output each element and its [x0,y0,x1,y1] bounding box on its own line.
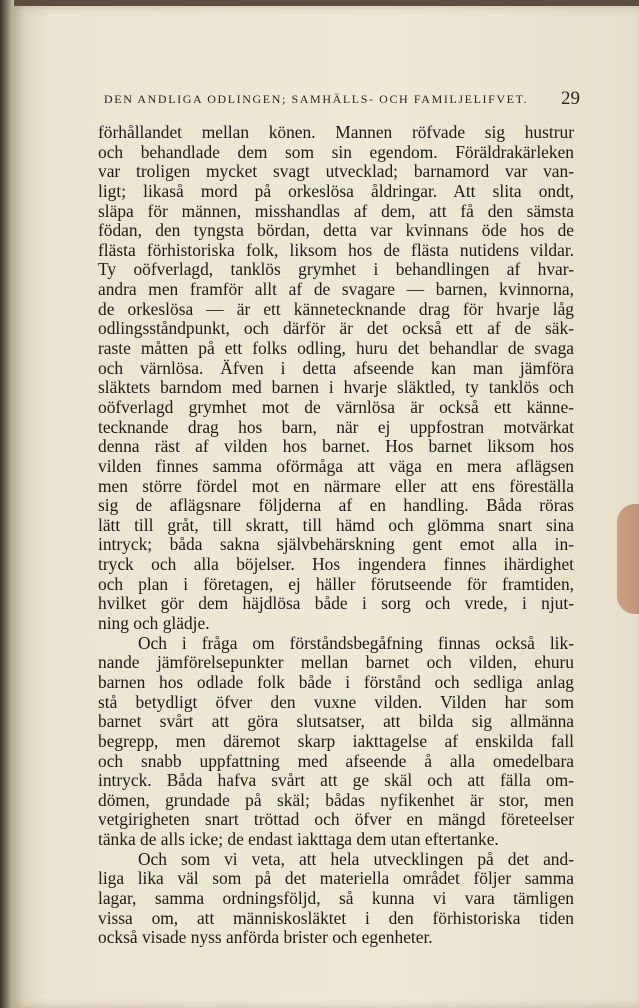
text-line: liga lika väl som på det materiella området följer samma [98,868,574,889]
text-line: intryck. Båda hafva svårt att ge skäl och att fälla om- [98,770,574,791]
reader-thumb [617,504,639,614]
text-line: förhållandet mellan könen. Mannen röfvade sig hustrur [98,122,574,142]
running-head: DEN ANDLIGA ODLINGEN; SAMHÄLLS- OCH FAMILJELIFVET. [104,92,529,106]
text-line: flästa förhistoriska folk, liksom hos de flästa nutidens vildar. [98,239,574,260]
text-line: tecknande drag hos barn, när ej uppfostran motvärkat [98,416,574,437]
text-line: oöfverlagd grymhet mot de värnlösa är också ett känne- [98,396,574,417]
text-line: barnen hos odlade folk både i förstånd och sedliga anlag [98,671,574,692]
text-line: begrepp, men däremot skarp iakttagelse af enskilda fall [98,730,574,751]
text-line: sig de aflägsnare följderna af en handling. Båda röras [98,495,574,516]
text-line: vilden finnes samma oförmåga att väga en mera aflägsen [98,455,574,476]
text-line: Ty oöfverlagd, tanklös grymhet i behandlingen af hvar- [98,259,574,280]
text-line: men större fördel mot en närmare eller att ens föreställa [98,475,574,496]
text-line: odlingsståndpunkt, och därför är det också ett af de säk- [98,318,574,339]
text-line: stå betydligt öfver den vuxne vilden. Vilden har som [98,691,574,712]
text-line: Och i fråga om förståndsbegåfning finnas också lik- [138,632,574,653]
text-line: lätt till gråt, till skratt, till hämd och glömma snart sina [98,514,574,535]
text-line: lagar, samma ordningsföljd, så kunna vi vara tämligen [98,887,574,908]
text-line: släpa för männen, misshandlas af dem, att få den sämsta [98,200,574,221]
text-line: tänka de alls icke; de endast iakttaga dem utan eftertanke. [98,829,499,850]
page-header [104,90,580,112]
text-line: och snabb uppfattning med afseende å alla omedelbara [98,750,574,771]
body-text [98,123,574,948]
text-line: barnet svårt att göra slutsatser, att bilda sig allmänna [98,711,574,732]
text-line: vetgirigheten snart tröttad och öfver en mängd företeelser [98,809,574,830]
text-line: andra men framför allt af de svagare — barnen, kvinnorna, [98,279,574,300]
text-line: släktets barndom med barnen i hvarje släktled, ty tanklös och [98,377,574,398]
text-line: de orkeslösa — är ett kännetecknande drag för hvarje låg [98,298,574,319]
text-line: tryck och alla böjelser. Hos ingendera finnes ihärdighet [98,554,574,575]
text-line: hvilket gör dem häjdlösa både i sorg och vrede, i njut- [98,593,574,614]
text-line: och värnlösa. Äfven i detta afseende kan man jämföra [98,357,574,378]
text-line: vissa om, att människosläktet i den förhistoriska tiden [98,907,574,928]
text-line: födan, den tyngsta bördan, detta var kvinnans öde hos de [98,220,574,241]
text-line: och behandlade dem som sin egendom. Föräldrakärleken [98,141,574,162]
page-number: 29 [561,88,580,109]
text-line: Och som vi veta, att hela utvecklingen på det and- [138,848,574,869]
text-line: raste måtten på ett folks odling, huru det behandlar de svaga [98,338,574,359]
text-line: ligt; likaså mord på orkeslösa åldringar. Att slita ondt, [98,180,574,201]
text-line: intryck; båda sakna självbehärskning gent emot alla in- [98,534,574,555]
text-line: var troligen mycket svagt utvecklad; barnamord var van- [98,161,574,182]
text-line: dömen, grundade på skäl; bådas nyfikenhet är stor, men [98,789,574,810]
text-line: denna räst af vilden hos barnet. Hos barnet liksom hos [98,436,574,457]
text-line: också visade nyss anförda brister och egenheter. [98,927,433,948]
book-page [12,6,639,1008]
text-line: nande jämförelsepunkter mellan barnet och vilden, ehuru [98,652,574,673]
text-line: ning och glädje. [98,613,210,634]
text-line: och plan i företagen, ej häller förutseende för framtiden, [98,573,574,594]
